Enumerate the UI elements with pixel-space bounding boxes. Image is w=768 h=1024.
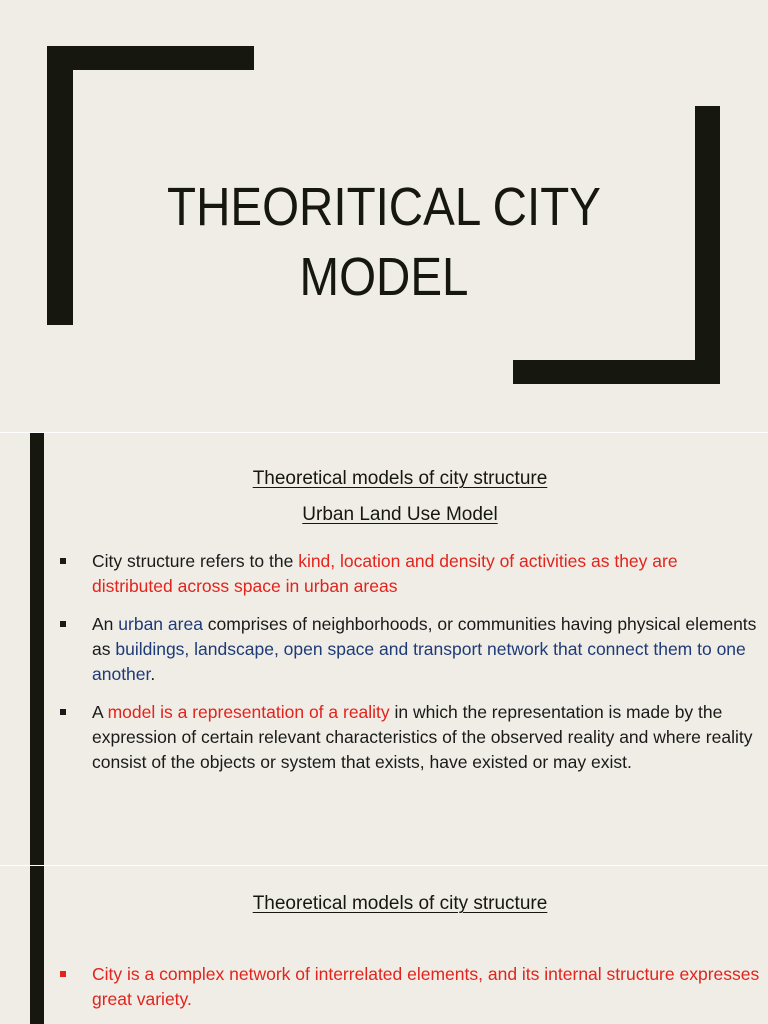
bullet-item [60, 549, 760, 599]
content-slide-2 [0, 866, 768, 1024]
bullet-item [60, 962, 760, 1012]
bullet-text: City structure refers to the [92, 551, 299, 571]
bullet-item [60, 612, 760, 687]
bullet-highlight: buildings, landscape, open space and transport network that connect them to one another [92, 639, 746, 684]
bullet-marker-icon [60, 709, 66, 715]
bullet-text: comprises of neighborhoods, or communities having physical elements as [92, 614, 757, 659]
bullet-text: An [92, 614, 119, 634]
bullet-marker-icon [60, 558, 66, 564]
bullet-text: . [150, 664, 156, 684]
bullet-highlight: kind, location and density of activities as they are distributed across space in urban areas [92, 551, 678, 596]
bullet-text: in which the representation is made by the expression of certain relevant characteristics of the observed reality and where reality consist of the objects or system that exists, have existed or may exist. [92, 702, 753, 772]
slide-heading: Theoretical models of city structure [252, 893, 548, 914]
bullet-highlight: model is a representation of a reality [107, 702, 390, 722]
bullet-marker-icon [60, 971, 66, 977]
bullet-list [60, 962, 760, 1024]
accent-bar [30, 433, 44, 865]
slide-heading: Theoretical models of city structure [252, 468, 548, 489]
slide-title [46, 172, 722, 312]
bullet-text: A [92, 702, 108, 722]
bullet-marker-icon [60, 621, 66, 627]
title-line-1: THEORITICAL CITY [167, 177, 601, 237]
slide-subheading: Urban Land Use Model [302, 504, 498, 525]
accent-bar [30, 866, 44, 1024]
frame-bottom-right-horizontal [513, 360, 720, 384]
bullet-highlight: urban area [118, 614, 203, 634]
bullet-list [60, 549, 760, 788]
title-slide [0, 0, 768, 432]
frame-top-left-horizontal [47, 46, 254, 70]
content-slide-1 [0, 433, 768, 865]
title-line-2: MODEL [299, 247, 469, 307]
bullet-item [60, 700, 760, 775]
bullet-text: City is a complex network of interrelated elements, and its internal structure expresses great variety. [92, 964, 760, 1009]
